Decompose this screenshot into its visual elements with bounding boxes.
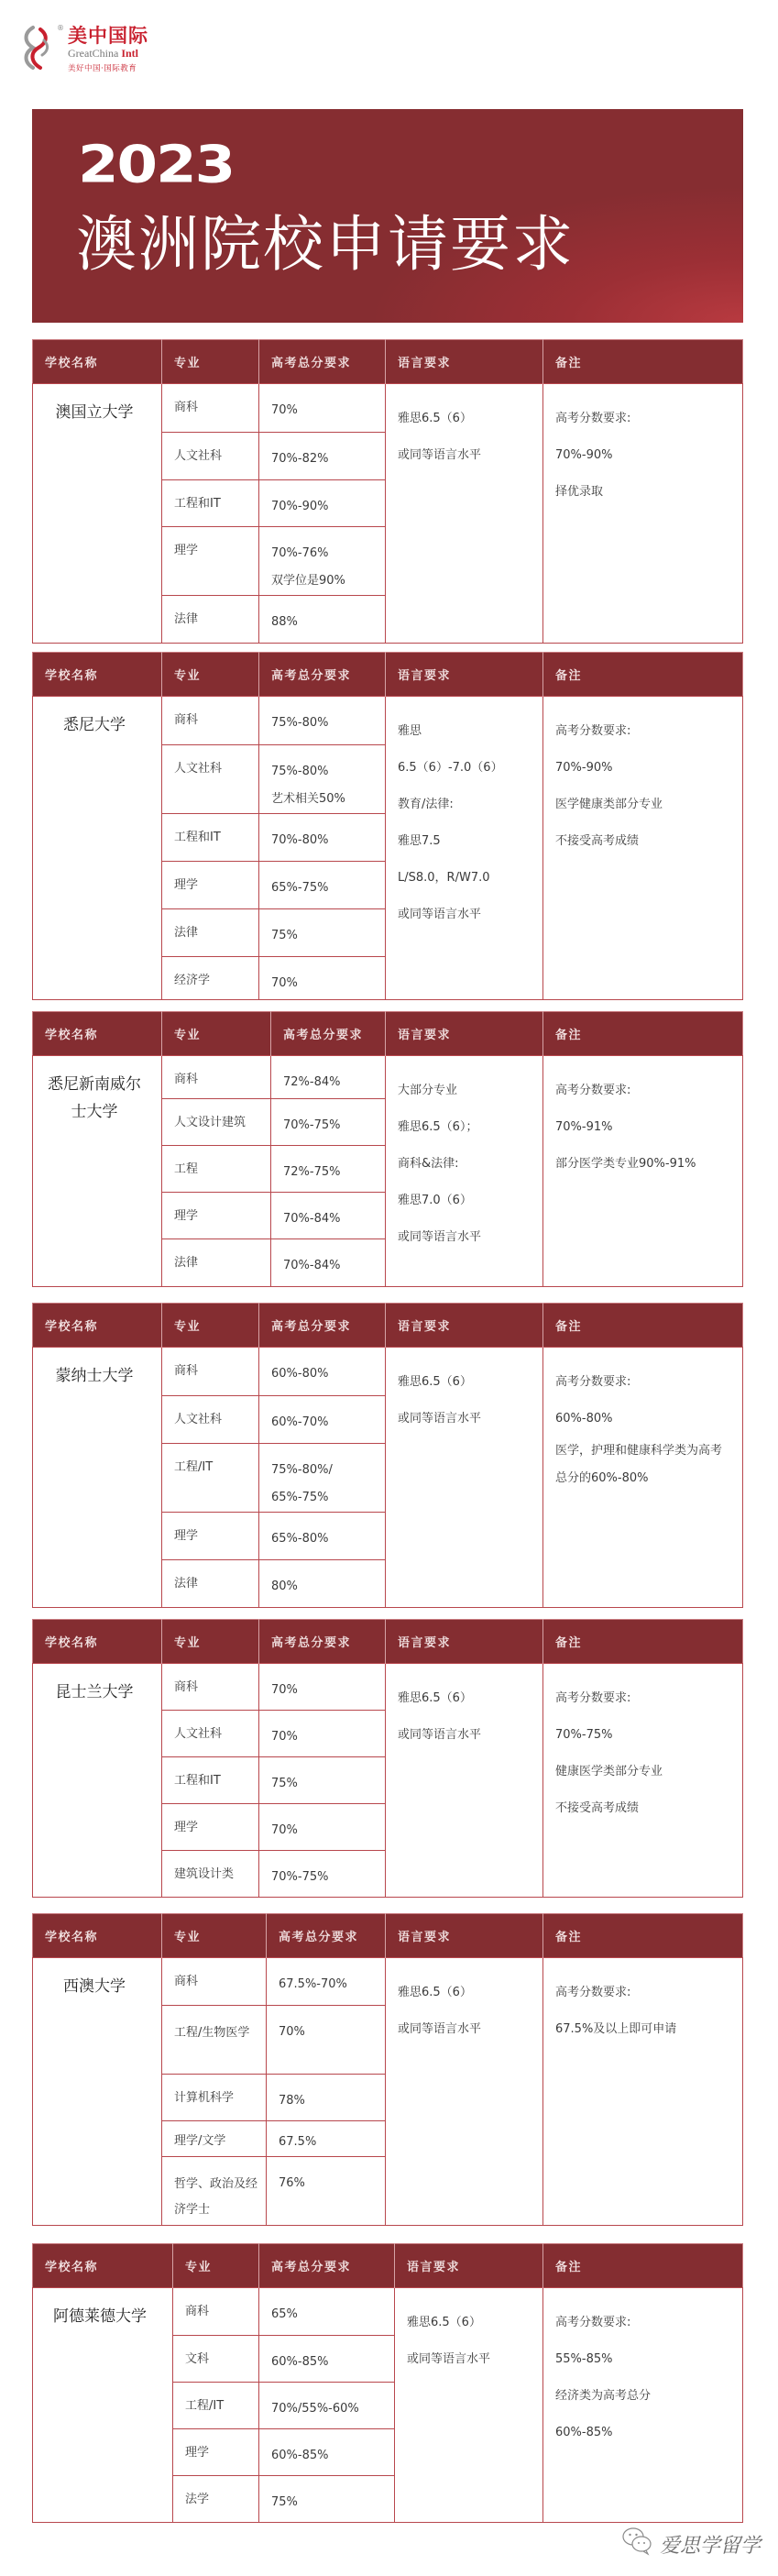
score-line: 65%-75% — [271, 1491, 329, 1504]
table-header-row — [33, 1914, 743, 1958]
score-line: 75%-80% — [271, 765, 329, 778]
score-line: 艺术相关50% — [271, 792, 345, 806]
score-line: 70% — [279, 2025, 305, 2039]
wechat-icon — [621, 2525, 654, 2558]
header-score: 高考总分要求 — [259, 2244, 395, 2288]
score-cell — [259, 433, 386, 480]
language-cell — [395, 2288, 543, 2523]
note-line: 70%-90% — [555, 761, 613, 775]
logo-tagline: 美好中国·国际教育 — [68, 64, 137, 73]
score-cell — [259, 2288, 395, 2336]
score-cell — [259, 1348, 386, 1396]
school-table-sydney — [32, 652, 743, 1000]
header-major: 专业 — [162, 653, 259, 697]
language-line: 雅思6.5（6）； — [398, 1120, 478, 1134]
major-cell: 哲学、政治及经济学士 — [162, 2157, 267, 2226]
language-line: 或同等语言水平 — [398, 908, 482, 921]
score-line: 72%-84% — [283, 1075, 341, 1089]
language-line: 或同等语言水平 — [407, 2352, 491, 2366]
score-line: 65% — [271, 2307, 298, 2321]
header-major: 专业 — [162, 1914, 267, 1958]
table-header-row — [33, 1620, 743, 1664]
header-language: 语言要求 — [386, 1012, 543, 1056]
note-line: 67.5%及以上即可申请 — [555, 2022, 677, 2036]
score-line: 60%-85% — [271, 2449, 329, 2462]
school-name: 阿德莱德大学 — [33, 2288, 173, 2523]
header-school: 学校名称 — [33, 2244, 173, 2288]
language-line: 雅思6.5（6） — [398, 412, 472, 425]
language-cell — [386, 1664, 543, 1898]
major-cell: 计算机科学 — [162, 2075, 267, 2121]
score-cell — [259, 814, 386, 862]
major-cell: 商科 — [162, 1664, 259, 1711]
note-line: 高考分数要求: — [555, 412, 631, 425]
major-cell: 理学 — [162, 1513, 259, 1560]
table-row — [33, 697, 743, 745]
score-cell — [259, 1513, 386, 1560]
table-row — [33, 2288, 743, 2336]
banner-year: 2023 — [78, 135, 235, 195]
note-line: 健康医学类部分专业 — [555, 1765, 663, 1778]
watermark — [621, 2525, 778, 2561]
language-line: 或同等语言水平 — [398, 1412, 482, 1426]
watermark-text: 爱思学留学 — [660, 2535, 762, 2558]
note-cell — [543, 1958, 743, 2226]
major-cell: 文科 — [173, 2336, 259, 2383]
major-cell: 经济学 — [162, 957, 259, 1000]
header-school: 学校名称 — [33, 1914, 162, 1958]
score-line: 65%-80% — [271, 1532, 329, 1546]
language-line: 雅思7.0（6） — [398, 1194, 472, 1207]
language-line: 6.5（6）-7.0（6） — [398, 761, 503, 775]
major-cell: 理学 — [162, 862, 259, 909]
note-line: 高考分数要求: — [555, 1986, 631, 1999]
header-major: 专业 — [173, 2244, 259, 2288]
note-line: 60%-85% — [555, 2426, 613, 2439]
header-major: 专业 — [162, 1012, 271, 1056]
language-cell — [386, 1056, 543, 1287]
language-line: 或同等语言水平 — [398, 1728, 482, 1742]
score-line: 60%-85% — [271, 2355, 329, 2369]
score-line: 70% — [271, 1823, 298, 1837]
note-line: 70%-90% — [555, 448, 613, 462]
major-cell: 工程和IT — [162, 480, 259, 527]
score-line: 75% — [271, 1777, 298, 1790]
score-cell — [259, 596, 386, 644]
note-line: 高考分数要求: — [555, 1084, 631, 1097]
table-header-row — [33, 653, 743, 697]
table-row — [33, 1958, 743, 2006]
header-language: 语言要求 — [386, 653, 543, 697]
school-table-anu — [32, 339, 743, 644]
major-cell: 人文社科 — [162, 1711, 259, 1757]
header-score: 高考总分要求 — [259, 1304, 386, 1348]
school-name: 悉尼大学 — [33, 697, 162, 1000]
school-table-monash — [32, 1303, 743, 1608]
header-school: 学校名称 — [33, 340, 162, 384]
header-school: 学校名称 — [33, 1012, 162, 1056]
header-major: 专业 — [162, 1304, 259, 1348]
score-cell — [259, 862, 386, 909]
score-line: 67.5% — [279, 2135, 317, 2149]
school-name: 西澳大学 — [33, 1958, 162, 2226]
major-cell: 工程/IT — [162, 1444, 259, 1513]
score-cell — [259, 1711, 386, 1757]
score-cell — [259, 2429, 395, 2476]
major-cell: 商科 — [173, 2288, 259, 2336]
score-cell — [271, 1193, 386, 1239]
score-cell — [259, 1757, 386, 1804]
score-cell — [259, 2476, 395, 2523]
note-line: 高考分数要求: — [555, 1375, 631, 1389]
score-line: 60%-70% — [271, 1415, 329, 1429]
score-cell — [259, 527, 386, 596]
note-line: 不接受高考成绩 — [555, 1801, 640, 1815]
note-line: 70%-91% — [555, 1120, 613, 1134]
score-line: 60%-80% — [271, 1367, 329, 1381]
header-major: 专业 — [162, 340, 259, 384]
title-banner — [32, 109, 743, 323]
table-header-row — [33, 1012, 743, 1056]
major-cell: 建筑设计类 — [162, 1851, 259, 1898]
header-school: 学校名称 — [33, 1304, 162, 1348]
note-line: 高考分数要求: — [555, 1691, 631, 1705]
school-name — [33, 1056, 162, 1287]
score-line: 70% — [271, 976, 298, 990]
note-line: 高考分数要求: — [555, 724, 631, 738]
note-line: 医学健康类部分专业 — [555, 798, 663, 811]
score-line: 70% — [271, 1730, 298, 1744]
note-line: 医学，护理和健康科学类为高考总分的60%-80% — [555, 1444, 723, 1485]
score-line: 72%-75% — [283, 1165, 341, 1179]
score-cell — [259, 745, 386, 814]
major-cell: 人文设计建筑 — [162, 1099, 271, 1146]
note-line: 高考分数要求: — [555, 2316, 631, 2329]
language-line: 或同等语言水平 — [398, 448, 482, 462]
header-language: 语言要求 — [386, 1914, 543, 1958]
score-cell — [259, 1396, 386, 1444]
score-cell — [267, 2121, 386, 2157]
language-line: 或同等语言水平 — [398, 2022, 482, 2036]
note-line: 择优录取 — [555, 485, 604, 499]
major-cell: 工程/IT — [173, 2383, 259, 2429]
major-cell: 理学/文学 — [162, 2121, 267, 2157]
header-note: 备注 — [543, 2244, 743, 2288]
score-line: 双学位是90% — [271, 574, 345, 588]
header-note: 备注 — [543, 1012, 743, 1056]
table-header-row — [33, 1304, 743, 1348]
score-line: 75%-80%/ — [271, 1463, 333, 1477]
header-score: 高考总分要求 — [271, 1012, 386, 1056]
header-school: 学校名称 — [33, 653, 162, 697]
language-line: 教育/法律: — [398, 798, 454, 811]
score-line: 70%-76% — [271, 546, 329, 560]
language-line: 雅思6.5（6） — [398, 1986, 472, 1999]
note-cell — [543, 697, 743, 1000]
major-cell: 人文社科 — [162, 1396, 259, 1444]
score-line: 70%-90% — [271, 500, 329, 513]
score-line: 70%-84% — [283, 1259, 341, 1272]
score-cell — [259, 1444, 386, 1513]
score-line: 70%-84% — [283, 1212, 341, 1226]
score-line: 67.5%-70% — [279, 1977, 347, 1991]
school-table-unsw — [32, 1011, 743, 1287]
language-cell — [386, 384, 543, 644]
major-cell: 法律 — [162, 596, 259, 644]
major-cell: 工程和IT — [162, 1757, 259, 1804]
header-score: 高考总分要求 — [259, 1620, 386, 1664]
school-name-line: 悉尼新南威尔 — [48, 1075, 141, 1094]
major-cell: 法学 — [173, 2476, 259, 2523]
score-cell — [259, 957, 386, 1000]
major-cell: 工程/生物医学 — [162, 2006, 267, 2075]
note-cell — [543, 384, 743, 644]
table-header-row — [33, 340, 743, 384]
score-cell — [267, 2075, 386, 2121]
major-cell: 人文社科 — [162, 745, 259, 814]
page-title: 澳洲院校申请要求 — [76, 209, 575, 280]
major-cell: 理学 — [162, 1804, 259, 1851]
header-major: 专业 — [162, 1620, 259, 1664]
note-line: 70%-75% — [555, 1728, 613, 1742]
header-score: 高考总分要求 — [259, 653, 386, 697]
language-line: 大部分专业 — [398, 1084, 458, 1097]
major-cell: 法律 — [162, 909, 259, 957]
major-cell: 理学 — [162, 1193, 271, 1239]
major-cell: 理学 — [173, 2429, 259, 2476]
score-cell — [259, 2336, 395, 2383]
score-line: 78% — [279, 2094, 305, 2108]
registered-mark: ® — [57, 24, 64, 32]
language-line: 雅思6.5（6） — [407, 2316, 481, 2329]
brand-logo — [20, 20, 203, 75]
logo-name-en — [68, 47, 138, 61]
score-line: 70% — [271, 1683, 298, 1697]
language-cell — [386, 697, 543, 1000]
language-cell — [386, 1348, 543, 1608]
note-line: 60%-80% — [555, 1412, 613, 1426]
header-score: 高考总分要求 — [259, 340, 386, 384]
score-cell — [259, 384, 386, 433]
major-cell: 人文社科 — [162, 433, 259, 480]
score-cell — [271, 1056, 386, 1099]
language-line: L/S8.0，R/W7.0 — [398, 871, 490, 885]
school-name: 蒙纳士大学 — [33, 1348, 162, 1608]
language-cell — [386, 1958, 543, 2226]
logo-name-cn: 美中国际 — [68, 25, 148, 47]
language-line: 商科&法律: — [398, 1157, 459, 1171]
table-row — [33, 1664, 743, 1711]
header-score: 高考总分要求 — [267, 1914, 386, 1958]
note-cell — [543, 1348, 743, 1608]
score-line: 80% — [271, 1580, 298, 1593]
note-cell — [543, 2288, 743, 2523]
school-table-uwa — [32, 1913, 743, 2226]
language-line: 雅思6.5（6） — [398, 1691, 472, 1705]
score-cell — [267, 1958, 386, 2006]
logo-mark-icon — [20, 24, 53, 72]
score-line: 70%-75% — [271, 1870, 329, 1884]
table-header-row — [33, 2244, 743, 2288]
header-note: 备注 — [543, 1620, 743, 1664]
note-line: 不接受高考成绩 — [555, 834, 640, 848]
language-line: 雅思 — [398, 724, 422, 738]
score-line: 70%-75% — [283, 1118, 341, 1132]
score-cell — [267, 2006, 386, 2075]
score-cell — [259, 480, 386, 527]
note-line: 部分医学类专业90%-91% — [555, 1157, 696, 1171]
score-line: 70%-82% — [271, 452, 329, 466]
score-cell — [271, 1146, 386, 1193]
major-cell: 商科 — [162, 1056, 271, 1099]
school-name-line: 士大学 — [71, 1103, 118, 1121]
school-table-adelaide — [32, 2243, 743, 2523]
score-line: 70%/55%-60% — [271, 2402, 359, 2416]
score-line: 70% — [271, 403, 298, 417]
major-cell: 工程和IT — [162, 814, 259, 862]
score-cell — [271, 1099, 386, 1146]
school-table-queensland — [32, 1619, 743, 1898]
header-language: 语言要求 — [386, 1304, 543, 1348]
major-cell: 商科 — [162, 384, 259, 433]
table-row — [33, 1056, 743, 1099]
major-cell: 商科 — [162, 1348, 259, 1396]
table-row — [33, 384, 743, 433]
major-cell: 理学 — [162, 527, 259, 596]
major-cell: 法律 — [162, 1560, 259, 1608]
score-line: 75% — [271, 929, 298, 942]
score-cell — [271, 1239, 386, 1287]
score-cell — [259, 1560, 386, 1608]
header-note: 备注 — [543, 340, 743, 384]
major-cell: 法律 — [162, 1239, 271, 1287]
score-line: 88% — [271, 615, 298, 629]
score-line: 76% — [279, 2176, 305, 2190]
school-name: 澳国立大学 — [33, 384, 162, 644]
header-note: 备注 — [543, 1914, 743, 1958]
table-row — [33, 1348, 743, 1396]
note-line: 55%-85% — [555, 2352, 613, 2366]
header-language: 语言要求 — [386, 340, 543, 384]
header-school: 学校名称 — [33, 1620, 162, 1664]
score-cell — [259, 1851, 386, 1898]
language-line: 或同等语言水平 — [398, 1230, 482, 1244]
header-language: 语言要求 — [386, 1620, 543, 1664]
school-name: 昆士兰大学 — [33, 1664, 162, 1898]
score-cell — [259, 2383, 395, 2429]
major-cell: 商科 — [162, 697, 259, 745]
score-line: 70%-80% — [271, 833, 329, 847]
header-language: 语言要求 — [395, 2244, 543, 2288]
major-cell: 工程 — [162, 1146, 271, 1193]
score-line: 65%-75% — [271, 881, 329, 895]
score-cell — [259, 1664, 386, 1711]
score-cell — [259, 697, 386, 745]
language-line: 雅思6.5（6） — [398, 1375, 472, 1389]
logo-name-en-light: GreatChina — [68, 47, 119, 60]
major-cell: 商科 — [162, 1958, 267, 2006]
score-cell — [259, 909, 386, 957]
header-note: 备注 — [543, 1304, 743, 1348]
note-line: 经济类为高考总分 — [555, 2389, 652, 2403]
language-line: 雅思7.5 — [398, 834, 441, 848]
note-cell — [543, 1664, 743, 1898]
score-cell — [267, 2157, 386, 2226]
note-cell — [543, 1056, 743, 1287]
logo-name-en-bold: Intl — [121, 47, 138, 60]
header-note: 备注 — [543, 653, 743, 697]
score-line: 75% — [271, 2495, 298, 2509]
score-cell — [259, 1804, 386, 1851]
score-line: 75%-80% — [271, 716, 329, 730]
